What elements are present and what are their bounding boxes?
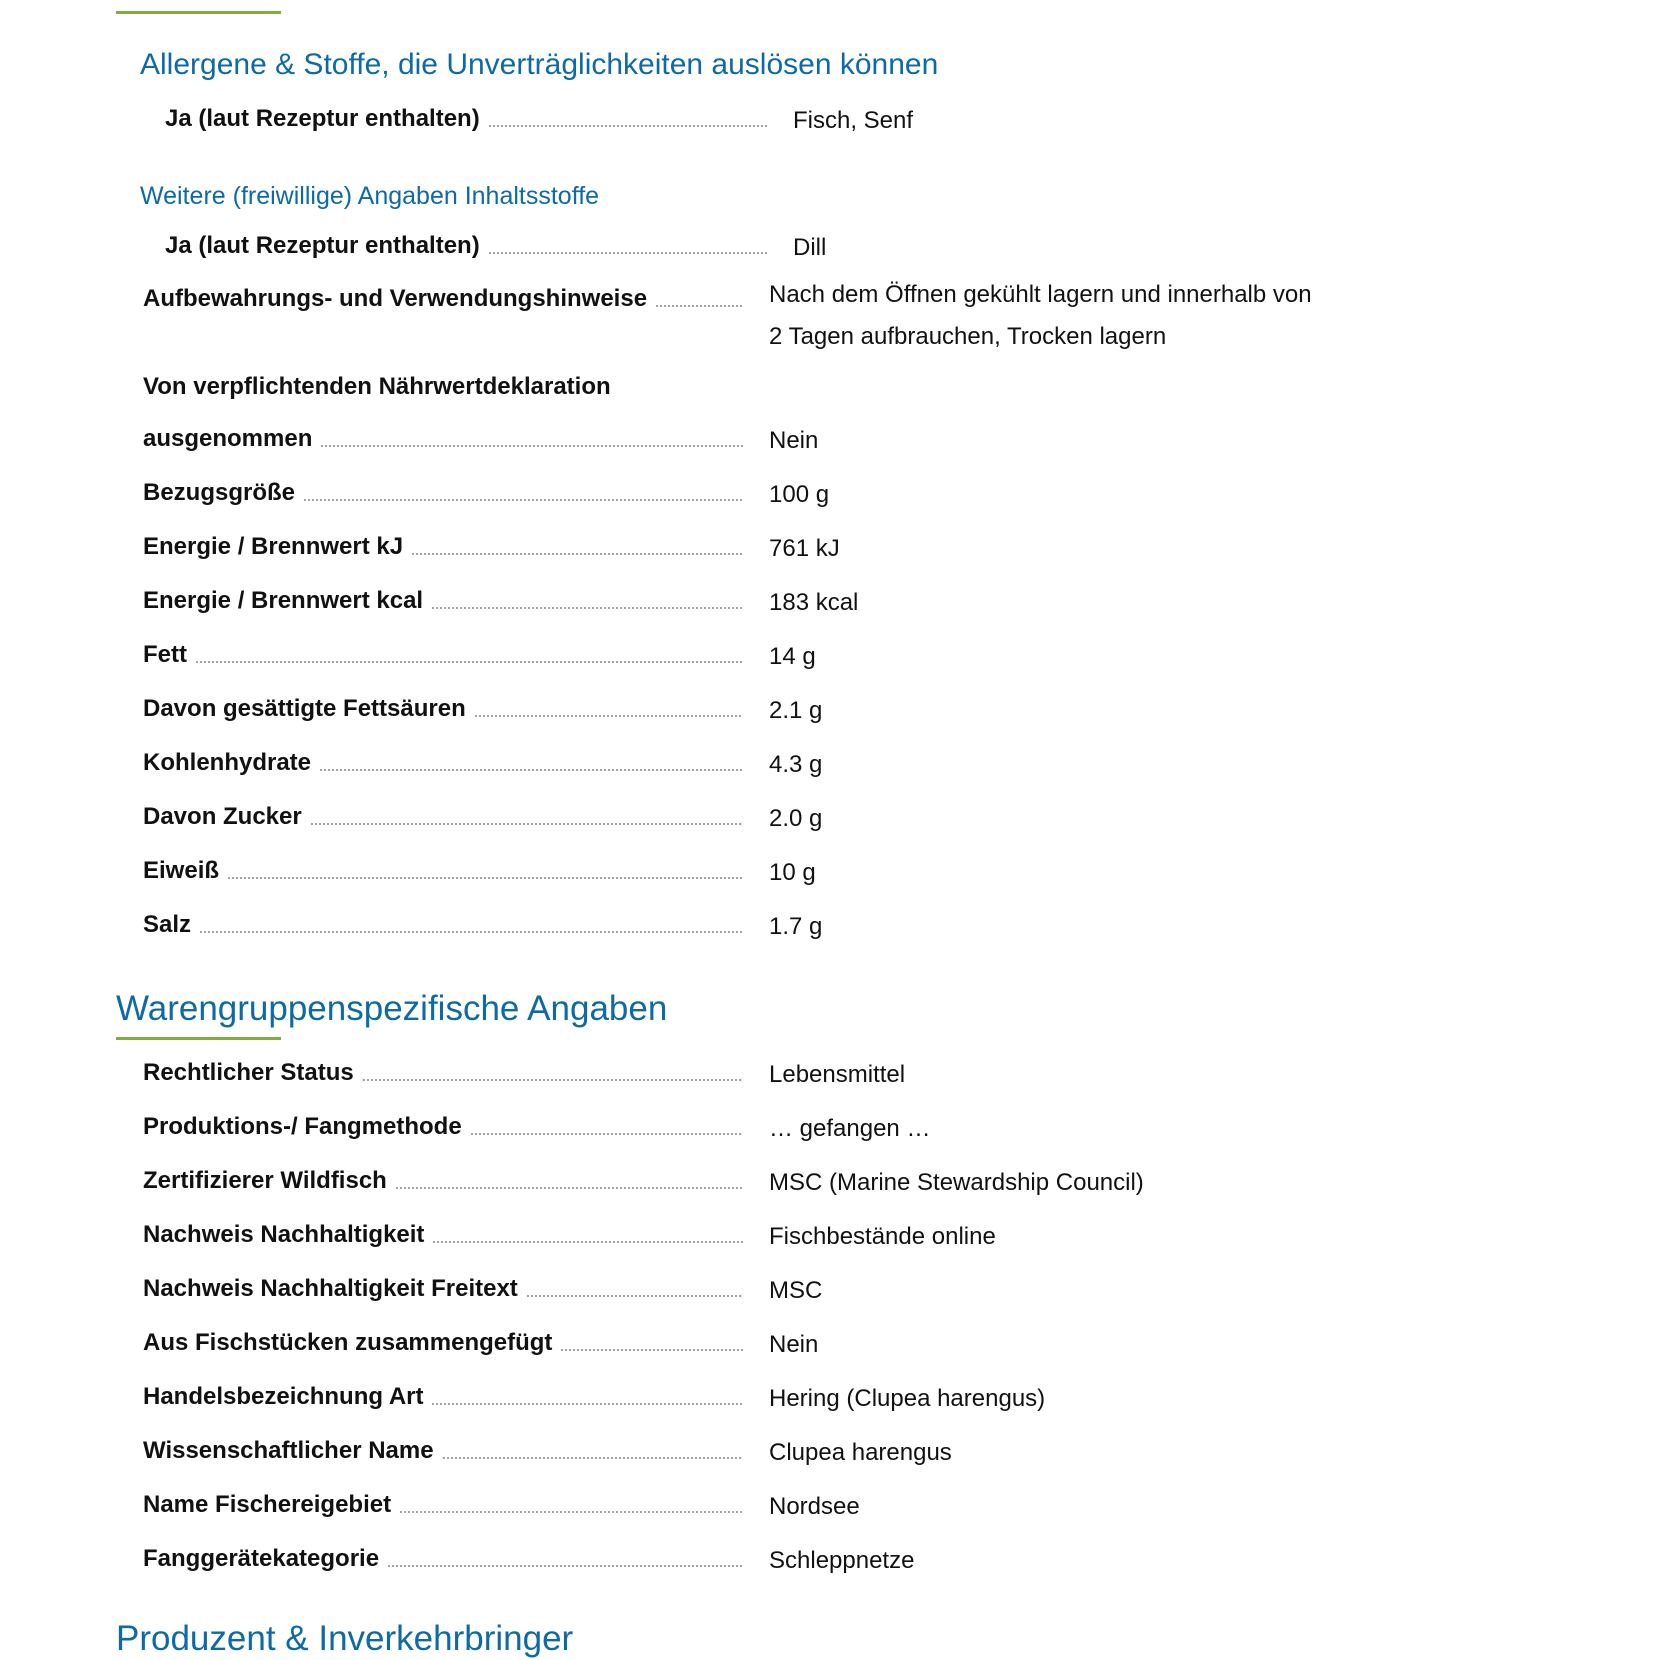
dot-leader <box>395 1187 743 1189</box>
dot-leader <box>470 1133 743 1135</box>
product-group-label: Rechtlicher Status <box>143 1059 354 1086</box>
nutrition-value: 1.7 g <box>769 913 823 940</box>
section-underline <box>116 1037 281 1040</box>
storage-label: Aufbewahrungs- und Verwendungshinweise <box>143 285 648 312</box>
dot-leader <box>199 931 743 933</box>
dot-leader <box>227 877 743 879</box>
nutrition-value: 10 g <box>769 859 816 886</box>
dot-leader <box>442 1457 743 1459</box>
nutrition-row <box>0 586 1654 618</box>
dot-leader <box>320 445 743 447</box>
dot-leader <box>488 252 767 254</box>
nutrition-exempt-label-line1: Von verpflichtenden Nährwertdeklaration <box>143 373 611 400</box>
product-group-value: Schleppnetze <box>769 1547 915 1574</box>
nutrition-value: 100 g <box>769 481 830 508</box>
nutrition-exempt-label-line2: ausgenommen <box>143 425 313 452</box>
nutrition-label: Energie / Brennwert kJ <box>143 533 404 560</box>
product-group-value: Hering (Clupea harengus) <box>769 1385 1046 1412</box>
voluntary-heading: Weitere (freiwillige) Angaben Inhaltsstoffe <box>140 182 600 210</box>
dot-leader <box>399 1511 743 1513</box>
allergens-heading: Allergene & Stoffe, die Unverträglichkeiten auslösen können <box>140 48 939 81</box>
product-group-value: MSC (Marine Stewardship Council) <box>769 1169 1144 1196</box>
product-group-row <box>0 1490 1654 1522</box>
nutrition-exempt-row <box>0 424 1654 456</box>
dot-leader <box>362 1079 743 1081</box>
dot-leader <box>387 1565 743 1567</box>
nutrition-label: Eiweiß <box>143 857 220 884</box>
nutrition-row <box>0 856 1654 888</box>
nutrition-row <box>0 640 1654 672</box>
nutrition-value: 761 kJ <box>769 535 840 562</box>
dot-leader <box>526 1295 743 1297</box>
nutrition-label: Bezugsgröße <box>143 479 296 506</box>
producer-heading: Produzent & Inverkehrbringer <box>116 1619 574 1658</box>
storage-value: Nach dem Öffnen gekühlt lagern und innerhalb von 2 Tagen aufbrauchen, Trocken lagern <box>769 281 1312 350</box>
dot-leader <box>411 553 743 555</box>
nutrition-label: Davon gesättigte Fettsäuren <box>143 695 466 722</box>
nutrition-exempt-label-line1-row <box>0 372 1654 404</box>
product-group-label: Fanggerätekategorie <box>143 1545 380 1572</box>
product-group-label: Produktions-/ Fangmethode <box>143 1113 462 1140</box>
product-group-label: Zertifizierer Wildfisch <box>143 1167 387 1194</box>
allergens-contained-value: Fisch, Senf <box>793 107 914 134</box>
product-group-row <box>0 1382 1654 1414</box>
nutrition-row <box>0 532 1654 564</box>
dot-leader <box>488 125 767 127</box>
nutrition-value: 2.0 g <box>769 805 823 832</box>
nutrition-exempt-value: Nein <box>769 427 819 454</box>
nutrition-value: 14 g <box>769 643 816 670</box>
product-group-heading: Warengruppenspezifische Angaben <box>116 989 668 1028</box>
dot-leader <box>431 607 743 609</box>
product-group-row <box>0 1166 1654 1198</box>
product-group-row <box>0 1112 1654 1144</box>
nutrition-row <box>0 910 1654 942</box>
product-group-value: … gefangen … <box>769 1115 931 1142</box>
voluntary-contained-label: Ja (laut Rezeptur enthalten) <box>165 232 480 259</box>
nutrition-label: Davon Zucker <box>143 803 302 830</box>
product-group-row <box>0 1436 1654 1468</box>
voluntary-contained-row <box>0 231 1654 263</box>
product-group-label: Nachweis Nachhaltigkeit <box>143 1221 425 1248</box>
product-group-value: Fischbestände online <box>769 1223 996 1250</box>
dot-leader <box>474 715 743 717</box>
nutrition-value: 4.3 g <box>769 751 823 778</box>
product-group-label: Aus Fischstücken zusammengefügt <box>143 1329 553 1356</box>
section-underline <box>116 11 281 14</box>
product-group-value: Lebensmittel <box>769 1061 906 1088</box>
nutrition-row <box>0 694 1654 726</box>
dot-leader <box>655 305 743 307</box>
allergens-contained-label: Ja (laut Rezeptur enthalten) <box>165 105 480 132</box>
dot-leader <box>310 823 743 825</box>
nutrition-label: Kohlenhydrate <box>143 749 312 776</box>
nutrition-label: Salz <box>143 911 192 938</box>
product-group-row <box>0 1058 1654 1090</box>
product-group-value: Clupea harengus <box>769 1439 952 1466</box>
nutrition-label: Energie / Brennwert kcal <box>143 587 424 614</box>
product-group-label: Name Fischereigebiet <box>143 1491 392 1518</box>
dot-leader <box>195 661 743 663</box>
product-group-label: Wissenschaftlicher Name <box>143 1437 434 1464</box>
product-group-row <box>0 1328 1654 1360</box>
dot-leader <box>319 769 743 771</box>
product-group-label: Nachweis Nachhaltigkeit Freitext <box>143 1275 518 1302</box>
dot-leader <box>560 1349 743 1351</box>
dot-leader <box>303 499 743 501</box>
nutrition-row <box>0 478 1654 510</box>
product-group-value: MSC <box>769 1277 823 1304</box>
nutrition-row <box>0 802 1654 834</box>
nutrition-label: Fett <box>143 641 187 668</box>
voluntary-contained-value: Dill <box>793 234 827 261</box>
product-group-label: Handelsbezeichnung Art <box>143 1383 424 1410</box>
nutrition-value: 2.1 g <box>769 697 823 724</box>
allergens-contained-row <box>0 104 1654 136</box>
nutrition-row <box>0 748 1654 780</box>
product-group-row <box>0 1544 1654 1576</box>
product-group-row <box>0 1220 1654 1252</box>
product-group-value: Nein <box>769 1331 819 1358</box>
nutrition-value: 183 kcal <box>769 589 859 616</box>
product-group-value: Nordsee <box>769 1493 860 1520</box>
dot-leader <box>432 1241 743 1243</box>
storage-row <box>0 281 1654 374</box>
product-group-row <box>0 1274 1654 1306</box>
dot-leader <box>431 1403 743 1405</box>
